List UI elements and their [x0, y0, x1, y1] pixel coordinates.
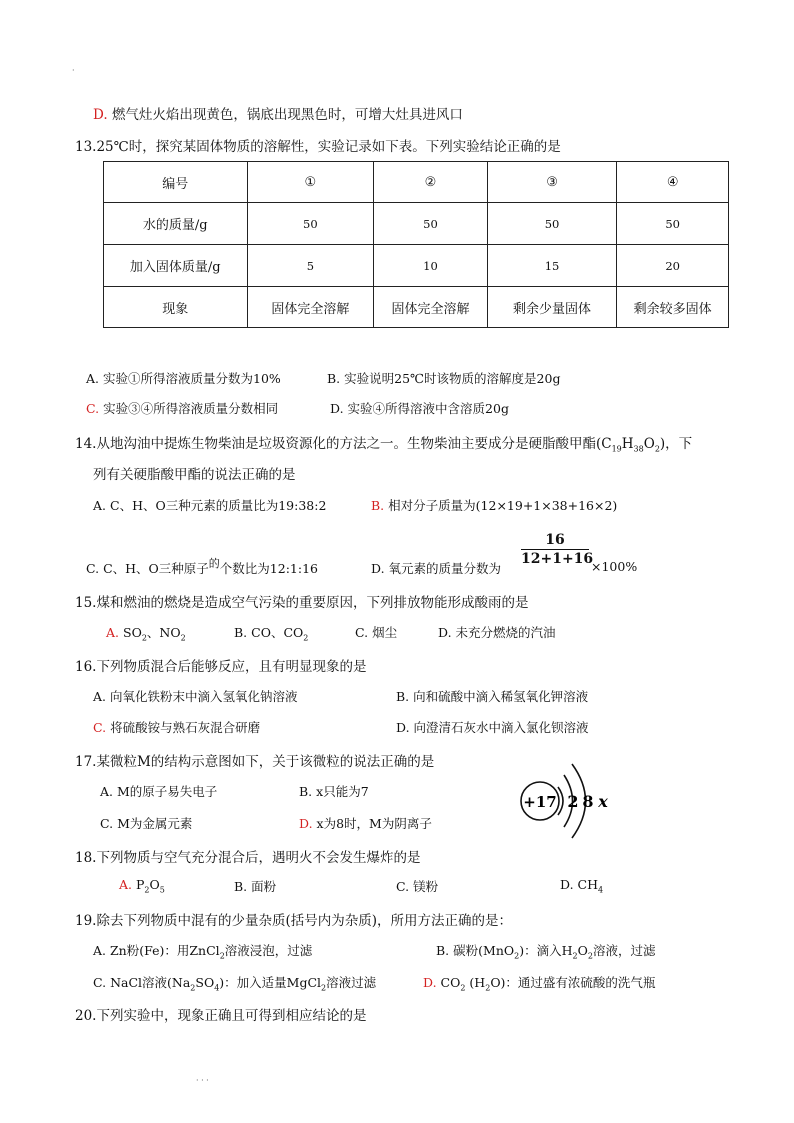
q17-stem: 17.某微粒M的结构示意图如下，关于该微粒的说法正确的是 — [75, 754, 435, 770]
table-cell: 50 — [374, 203, 488, 245]
q17-b-letter: B. — [299, 784, 313, 799]
subscript: 2 — [321, 983, 327, 993]
q14-b-letter: B. — [371, 498, 385, 513]
q19-b-text: )：滴入H — [519, 943, 573, 958]
table-header-cell: ① — [247, 162, 374, 203]
table-cell: 剩余较多固体 — [617, 287, 729, 328]
table-cell: 5 — [247, 245, 374, 287]
q19-option-c — [93, 973, 376, 993]
q19-option-a — [93, 941, 312, 961]
table-cell: 50 — [247, 203, 374, 245]
table-row — [104, 203, 729, 245]
formula-part: P — [136, 877, 145, 892]
q14-d-text: 氧元素的质量分数为 — [388, 561, 502, 576]
q15-stem: 15.煤和燃油的燃烧是造成空气污染的重要原因，下列排放物能形成酸雨的是 — [75, 595, 529, 611]
table-cell: 15 — [487, 245, 617, 287]
header-dot: · — [72, 66, 75, 75]
q13-d-letter: D. — [330, 401, 344, 416]
q15-option-b — [234, 623, 308, 643]
q15-option-a — [106, 623, 186, 643]
subscript: 2 — [460, 983, 466, 993]
q13-d-text: 实验④所得溶液中含溶质20g — [347, 401, 509, 416]
q12-d-letter: D. — [93, 107, 108, 123]
table-header-cell: 编号 — [104, 162, 248, 203]
q18-c-letter: C. — [396, 879, 410, 894]
table-cell: 加入固体质量/g — [104, 245, 248, 287]
q15-option-c — [355, 623, 397, 641]
q19-c-text: )：加入适量MgCl — [219, 975, 322, 990]
q17-option-b — [299, 782, 369, 800]
q14-stem-text: )，下 — [659, 436, 693, 452]
q17-c-text: M为金属元素 — [117, 816, 193, 831]
q13-c-text: 实验③④所得溶液质量分数相同 — [103, 401, 279, 416]
q14-stem-line1 — [75, 432, 692, 454]
q15-b-letter: B. — [234, 625, 248, 640]
q15-a-letter: A. — [106, 625, 120, 640]
q16-stem: 16.下列物质混合后能够反应，且有明显现象的是 — [75, 659, 367, 675]
q20-stem: 20.下列实验中，现象正确且可得到相应结论的是 — [75, 1008, 367, 1024]
fraction-denominator: 12+1+16 — [521, 551, 594, 567]
q16-option-a — [93, 687, 298, 705]
subscript: 4 — [598, 885, 604, 895]
subscript: 5 — [159, 885, 165, 895]
q15-d-letter: D. — [438, 625, 452, 640]
q13-b-letter: B. — [327, 371, 341, 386]
q16-a-text: 向氧化铁粉末中滴入氢氧化钠溶液 — [110, 689, 298, 704]
q19-a-text: 溶液浸泡，过滤 — [224, 943, 313, 958]
q13-option-c — [86, 399, 278, 417]
q16-option-c — [93, 718, 260, 736]
q19-d-text: (H — [465, 975, 486, 990]
q16-d-text: 向澄清石灰水中滴入氯化钡溶液 — [413, 720, 589, 735]
q19-c-text: NaCl溶液(Na — [110, 975, 191, 990]
q14-c-small: 的 — [208, 557, 220, 570]
q14-c-text: C、H、O三种原子 — [103, 561, 209, 576]
footer-dots: · · · — [196, 1076, 209, 1085]
formula-part: O — [643, 436, 655, 452]
q14-a-text: C、H、O三种元素的质量比为19:38:2 — [110, 498, 327, 513]
q17-b-text: x只能为7 — [316, 784, 369, 799]
q17-d-text: x为8时，M为阴离子 — [316, 816, 432, 831]
solubility-table — [103, 161, 729, 328]
q14-c-text-post: 个数比为12:1:16 — [219, 561, 318, 576]
table-cell: 固体完全溶解 — [374, 287, 488, 328]
q14-d-letter: D. — [371, 561, 385, 576]
table-cell: 水的质量/g — [104, 203, 248, 245]
q14-option-b — [371, 496, 617, 514]
q14-b-text: 相对分子质量为(12×19+1×38+16×2) — [388, 498, 618, 513]
q17-option-c — [100, 814, 192, 832]
table-header-row — [104, 162, 729, 203]
q18-option-c — [396, 877, 438, 895]
q17-c-letter: C. — [100, 816, 114, 831]
q19-a-letter: A. — [93, 943, 107, 958]
q17-a-letter: A. — [100, 784, 114, 799]
q16-option-d — [396, 718, 589, 736]
table-cell: 现象 — [104, 287, 248, 328]
formula-part: 、NO — [146, 625, 181, 640]
shell-1-electrons: 2 — [567, 792, 579, 811]
q13-stem: 13.25℃时，探究某固体物质的溶解性，实验记录如下表。下列实验结论正确的是 — [75, 139, 561, 155]
q19-b-text: O — [577, 943, 588, 958]
table-header-cell: ③ — [487, 162, 617, 203]
q19-a-text: Zn粉(Fe)：用ZnCl — [110, 943, 220, 958]
subscript: 2 — [654, 444, 660, 454]
q12-d-text: 燃气灶火焰出现黄色，锅底出现黑色时，可增大灶具进风口 — [111, 107, 463, 123]
nucleus-charge: +17 — [523, 793, 557, 811]
table-row — [104, 245, 729, 287]
subscript: 2 — [485, 983, 491, 993]
q14-d-tail: ×100% — [591, 559, 638, 574]
q18-stem: 18.下列物质与空气充分混合后，遇明火不会发生爆炸的是 — [75, 850, 421, 866]
q18-option-a — [119, 877, 165, 895]
q19-c-text: 溶液过滤 — [326, 975, 377, 990]
q19-d-text: O)：通过盛有浓硫酸的洗气瓶 — [490, 975, 656, 990]
q14-option-a — [93, 496, 326, 514]
q14-a-letter: A. — [93, 498, 107, 513]
subscript: 2 — [180, 633, 186, 643]
formula-part: CO、CO — [251, 625, 304, 640]
q13-option-b — [327, 369, 560, 387]
subscript: 19 — [611, 444, 622, 454]
q17-a-text: M的原子易失电子 — [117, 784, 218, 799]
q14-option-d — [371, 559, 501, 577]
q17-option-a — [100, 782, 217, 800]
q19-b-text: 溶液，过滤 — [592, 943, 656, 958]
q19-c-text: SO — [195, 975, 215, 990]
fraction-bar — [521, 549, 589, 550]
q13-option-d — [330, 399, 509, 417]
formula-part: CH — [577, 877, 599, 892]
formula-part: H — [621, 436, 634, 452]
subscript: 4 — [214, 983, 220, 993]
subscript: 2 — [587, 951, 593, 961]
q19-option-d — [423, 973, 655, 993]
q16-c-text: 将硫酸铵与熟石灰混合研磨 — [110, 720, 261, 735]
table-cell: 50 — [487, 203, 617, 245]
subscript: 2 — [141, 633, 147, 643]
q15-option-d — [438, 623, 556, 641]
q15-c-letter: C. — [355, 625, 369, 640]
q16-c-letter: C. — [93, 720, 107, 735]
table-cell: 20 — [617, 245, 729, 287]
q18-a-letter: A. — [119, 877, 133, 892]
formula-part: O — [149, 877, 160, 892]
q19-option-b — [436, 941, 655, 961]
q18-option-b — [234, 877, 276, 895]
q13-a-text: 实验①所得溶液质量分数为10% — [103, 371, 281, 386]
q19-d-letter: D. — [423, 975, 437, 990]
formula-part: SO — [123, 625, 142, 640]
fraction-numerator: 16 — [545, 532, 565, 548]
q17-option-d — [299, 814, 432, 832]
table-row — [104, 287, 729, 328]
q16-b-letter: B. — [396, 689, 410, 704]
q18-c-text: 镁粉 — [413, 879, 439, 894]
q14-stem-text: 14.从地沟油中提炼生物柴油是垃圾资源化的方法之一。生物柴油主要成分是硬脂酸甲酯(C — [75, 436, 612, 452]
table-cell: 50 — [617, 203, 729, 245]
oxygen-fraction — [521, 532, 594, 567]
q13-b-text: 实验说明25℃时该物质的溶解度是20g — [344, 371, 561, 386]
q18-d-letter: D. — [560, 877, 574, 892]
subscript: 2 — [303, 633, 309, 643]
q19-b-letter: B. — [436, 943, 450, 958]
q16-b-text: 向和硫酸中滴入稀氢氧化钾溶液 — [413, 689, 589, 704]
table-cell: 固体完全溶解 — [247, 287, 374, 328]
q16-d-letter: D. — [396, 720, 410, 735]
table-cell: 10 — [374, 245, 488, 287]
shell-3-electrons: x — [598, 792, 608, 811]
q19-stem: 19.除去下列物质中混有的少量杂质(括号内为杂质)，所用方法正确的是： — [75, 913, 513, 929]
q16-a-letter: A. — [93, 689, 107, 704]
q13-option-a — [86, 369, 281, 387]
q17-d-letter: D. — [299, 816, 313, 831]
q14-c-letter: C. — [86, 561, 100, 576]
subscript: 2 — [514, 951, 520, 961]
q15-d-text: 未充分燃烧的汽油 — [455, 625, 556, 640]
q16-option-b — [396, 687, 588, 705]
q14-option-c — [86, 559, 318, 577]
q19-b-text: 碳粉(MnO — [453, 943, 515, 958]
q13-c-letter: C. — [86, 401, 100, 416]
table-header-cell: ② — [374, 162, 488, 203]
subscript: 2 — [190, 983, 196, 993]
q12-option-d — [93, 103, 463, 123]
table-cell: 剩余少量固体 — [487, 287, 617, 328]
q19-d-text: CO — [440, 975, 461, 990]
q13-a-letter: A. — [86, 371, 100, 386]
subscript: 2 — [572, 951, 578, 961]
q15-c-text: 烟尘 — [372, 625, 398, 640]
q18-b-text: 面粉 — [251, 879, 277, 894]
subscript: 2 — [219, 951, 225, 961]
atom-structure-diagram — [512, 758, 620, 840]
q18-option-d — [560, 877, 603, 895]
subscript: 2 — [144, 885, 150, 895]
subscript: 38 — [633, 444, 644, 454]
shell-2-electrons: 8 — [582, 792, 594, 811]
q19-c-letter: C. — [93, 975, 107, 990]
q18-b-letter: B. — [234, 879, 248, 894]
q14-stem-line2: 列有关硬脂酸甲酯的说法正确的是 — [93, 467, 296, 483]
table-header-cell: ④ — [617, 162, 729, 203]
